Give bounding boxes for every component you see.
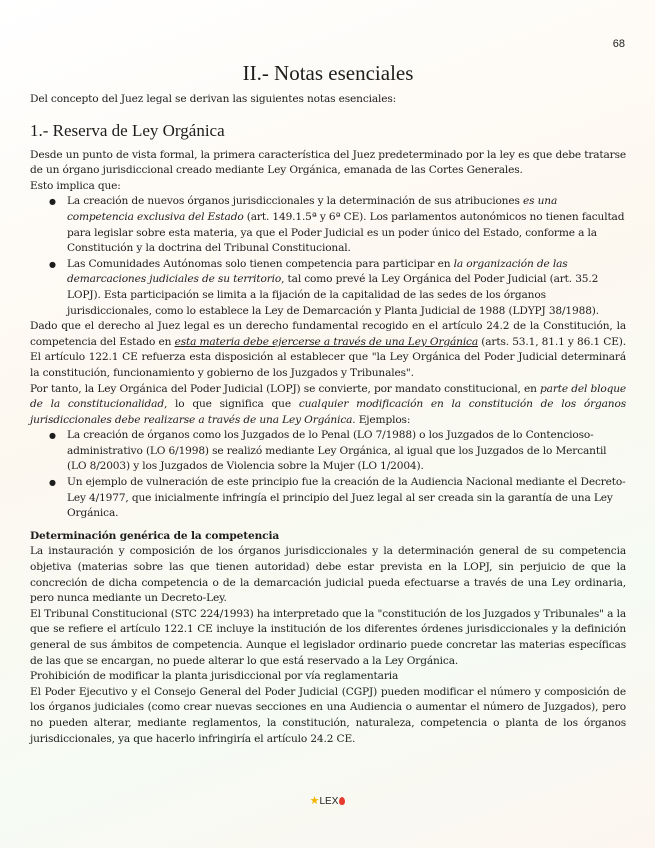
document-body: [30, 60, 626, 747]
drop-icon: [339, 797, 345, 805]
paragraph: Desde un punto de vista formal, la primera característica del Juez predeterminado por la ley es que debe tratarse de un órgano jurisdiccional creado mediante Ley Orgánica, emanada de las Cortes Generales.: [30, 148, 626, 177]
paragraph: Prohibición de modificar la planta jurisdiccional por vía reglamentaria: [30, 670, 399, 683]
bullet-list: [30, 194, 626, 319]
list-item: ● Un ejemplo de vulneración de este principio fue la creación de la Audiencia Nacional mediante el Decreto-Ley 4/1977, que inicialmente infringía el principio del Juez legal al ser creada sin la garantía de una Ley Orgánica.: [67, 475, 626, 522]
paragraph: La instauración y composición de los órganos jurisdiccionales y la determinación general de su competencia objetiva (materias sobre las que tienen autoridad) debe estar prevista en la LOPJ, sin perjuicio de que la concreción de dicha competencia o de la demarcación judicial pueda efectuarse a través de una Ley ordinaria, pero nunca mediante un Decreto-Ley.: [30, 545, 626, 605]
brand-name: LEX: [319, 796, 339, 807]
footer-brand: [0, 794, 655, 807]
list-item: ● Las Comunidades Autónomas solo tienen competencia para participar en la organización de las demarcaciones judiciales de su territorio, tal como prevé la Ley Orgánica del Poder Judicial (art. 35.2 LOPJ). Esta participación se limita a la fijación de la capitalidad de las sedes de los órganos jurisdiccionales, como lo establece la Ley de Demarcación y Planta Judicial de 1988 (LDYPJ 38/1988).: [67, 257, 626, 319]
section-heading-reserva: 1.- Reserva de Ley Orgánica: [30, 120, 225, 140]
list-item: ● La creación de órganos como los Juzgados de lo Penal (LO 7/1988) o los Juzgados de lo Contencioso-administrativo (LO 6/1998) se realizó mediante Ley Orgánica, al igual que los Juzgados de lo Mercantil (LO 8/2003) y los Juzgados de Violencia sobre la Mujer (LO 1/2004).: [67, 428, 626, 475]
subsection-heading: Determinación genérica de la competencia: [30, 529, 280, 542]
page-number: 68: [612, 38, 625, 50]
paragraph: Esto implica que:: [30, 179, 121, 192]
paragraph: Dado que el derecho al Juez legal es un derecho fundamental recogido en el artículo 24.2 de la Constitución, la competencia del Estado en esta materia debe ejercerse a través de una Ley Orgánica (arts. 53.1, 81.1 y 86.1 CE). El artículo 122.1 CE refuerza esta disposición al establecer que "la Ley Orgánica del Poder Judicial determinará la constitución, funcionamiento y gobierno de los Juzgados y Tribunales".: [30, 320, 627, 379]
paragraph: Por tanto, la Ley Orgánica del Poder Judicial (LOPJ) se convierte, por mandato constitucional, en parte del bloque de la constitucionalidad, lo que significa que cualquier modificación en la constitución de los órganos jurisdiccionales debe realizarse a través de una Ley Orgánica. Ejemplos:: [30, 382, 627, 426]
star-icon: ★: [309, 795, 320, 807]
list-item: ● La creación de nuevos órganos jurisdiccionales y la determinación de sus atribuciones es una competencia exclusiva del Estado (art. 149.1.5ª y 6ª CE). Los parlamentos autonómicos no tienen facultad para legislar sobre esta materia, ya que el Poder Judicial es un poder único del Estado, conforme a la Constitución y la doctrina del Tribunal Constitucional.: [67, 194, 626, 256]
paragraph: El Tribunal Constitucional (STC 224/1993) ha interpretado que la "constitución de los Juzgados y Tribunales" a la que se refiere el artículo 122.1 CE incluye la institución de los diferentes órdenes jurisdiccionales y la definición general de sus ámbitos de competencia. Aunque el legislador ordinario puede concretar las materias específicas de las que se encargan, no puede alterar lo que está reservado a la Ley Orgánica.: [30, 607, 626, 667]
bullet-list: [30, 428, 626, 522]
intro-paragraph: Del concepto del Juez legal se derivan las siguientes notas esenciales:: [30, 93, 397, 105]
paragraph: El Poder Ejecutivo y el Consejo General del Poder Judicial (CGPJ) pueden modificar el número y composición de los órganos judiciales (como crear nuevas secciones en una Audiencia o aumentar el número de Juzgados), pero no pueden alterar, mediante reglamentos, la constitución, naturaleza, competencia o planta de los órganos jurisdiccionales, ya que hacerlo infringiría el artículo 24.2 CE.: [30, 685, 626, 745]
page-title: II.- Notas esenciales: [242, 61, 414, 85]
